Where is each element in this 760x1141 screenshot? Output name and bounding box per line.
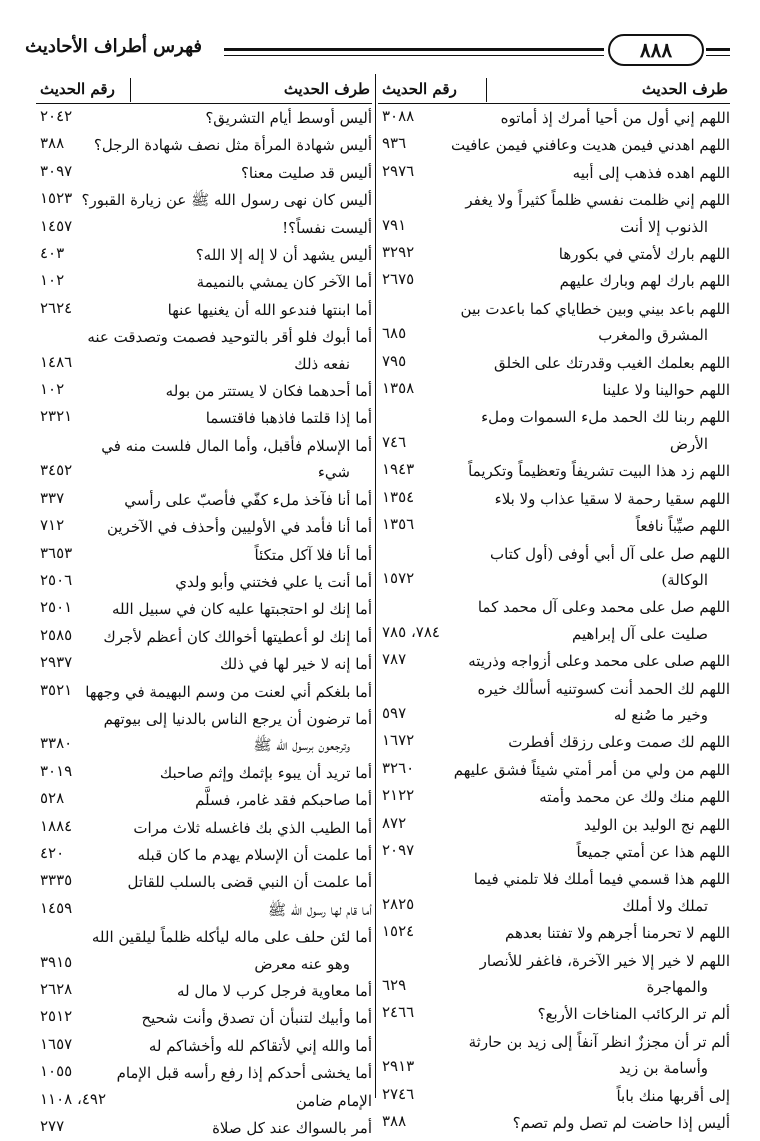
hadith-text-continuation: وأسامة بن زيد xyxy=(618,1059,708,1078)
hadith-text: اللهم صيِّباً نافعاً xyxy=(635,517,730,536)
column-header-text: طرف الحديث xyxy=(641,80,728,98)
hadith-number: ١٥٢٤ xyxy=(382,922,415,941)
hadith-text-continuation: وخير ما صُنع له xyxy=(613,705,708,724)
hadith-number: ٣٢٩٢ xyxy=(382,243,415,262)
hadith-text: أليست نفساً؟! xyxy=(282,218,372,237)
hadith-text: اللهم صل على محمد وعلى آل محمد كما xyxy=(477,598,730,617)
hadith-entry xyxy=(36,896,372,923)
hadith-entry xyxy=(378,267,730,294)
hadith-entry xyxy=(36,404,372,431)
hadith-entry xyxy=(378,159,730,186)
hadith-number: ٢٩٣٧ xyxy=(40,653,73,672)
hadith-text: اللهم زد هذا البيت تشريفاً وتعظيماً وتكريماً xyxy=(468,462,730,481)
hadith-text: اللهم هذا عن أمتي جميعاً xyxy=(576,842,730,861)
hadith-number: ٢٦٢٨ xyxy=(40,980,73,998)
hadith-entry xyxy=(378,1028,730,1082)
hadith-number: ٣٥٢١ xyxy=(40,680,73,699)
hadith-entry xyxy=(36,678,372,705)
hadith-number: ٧٤٦ xyxy=(382,432,407,451)
hadith-entry xyxy=(378,1082,730,1109)
hadith-entry xyxy=(36,868,372,895)
hadith-entry xyxy=(378,783,730,810)
hadith-number: ٧٨٤، ٧٨٥ xyxy=(382,622,440,641)
hadith-text-continuation: وترجعون برسول الله ﷺ xyxy=(253,736,350,755)
hadith-number: ١٥٧٢ xyxy=(382,568,415,587)
hadith-number: ١٠٢ xyxy=(40,271,65,290)
hadith-number: ٢٩٧٦ xyxy=(382,161,415,180)
hadith-text: أما علمت أن النبي قضى بالسلب للقاتل xyxy=(127,873,372,892)
hadith-entry xyxy=(378,947,730,1001)
hadith-text: أليس كان نهى رسول الله ﷺ عن زيارة القبور؟ xyxy=(81,191,372,210)
hadith-entry xyxy=(378,512,730,539)
hadith-number: ٢٦٢٤ xyxy=(40,298,73,317)
hadith-entry xyxy=(36,513,372,540)
hadith-entry xyxy=(36,104,372,131)
hadith-text-continuation: والمهاجرة xyxy=(646,978,708,996)
hadith-entry xyxy=(378,647,730,674)
hadith-text: أما إنك لو أعطيتها أخوالك كان أعظم لأجرك xyxy=(103,627,372,646)
hadith-number: ٣٤٥٢ xyxy=(40,461,73,480)
hadith-text-continuation: صليت على آل إبراهيم xyxy=(572,624,708,643)
hadith-text: اللهم اهده فذهب إلى أبيه xyxy=(572,163,730,182)
hadith-number: ٣٦٥٣ xyxy=(40,543,73,562)
hadith-number: ٢٠٩٧ xyxy=(382,840,415,859)
hadith-text: أما الإسلام فأقبل، وأما المال فلست منه في xyxy=(101,436,372,455)
hadith-number: ٢٥١٢ xyxy=(40,1007,73,1026)
hadith-entry xyxy=(36,432,372,486)
hadith-entry xyxy=(378,540,730,594)
hadith-text: اللهم إني ظلمت نفسي ظلماً كثيراً ولا يغفر xyxy=(465,191,730,210)
hadith-number: ٧١٢ xyxy=(40,516,65,535)
hadith-text-continuation: الوكالة) xyxy=(661,570,708,589)
hadith-number: ١٦٥٧ xyxy=(40,1034,73,1053)
header-separator xyxy=(486,78,487,102)
hadith-number: ٤٠٣ xyxy=(40,244,65,263)
hadith-number: ٢٧٧ xyxy=(40,1117,65,1136)
hadith-number: ٢٥٠٦ xyxy=(40,570,73,589)
hadith-number: ١٦٧٢ xyxy=(382,731,415,750)
hadith-entry xyxy=(36,1087,372,1114)
hadith-number: ٢٨٢٥ xyxy=(382,894,415,913)
hadith-entry xyxy=(378,865,730,919)
hadith-entry xyxy=(36,323,372,377)
hadith-text: اللهم من ولي من أمر أمتي شيئاً فشق عليهم xyxy=(453,760,730,779)
hadith-number: ٣٣٧ xyxy=(40,488,65,507)
hadith-text: اللهم لك الحمد أنت كسوتنيه أسألك خيره xyxy=(477,679,730,698)
hadith-entry xyxy=(36,296,372,323)
hadith-entry xyxy=(36,977,372,1004)
hadith-text: أما إنه لا خير لها في ذلك xyxy=(219,655,372,674)
entry-list xyxy=(378,104,730,1136)
hadith-text: أليس إذا حاضت لم تصل ولم تصم؟ xyxy=(512,1114,730,1133)
hadith-text: اللهم حوالينا ولا علينا xyxy=(602,381,730,400)
header-separator xyxy=(130,78,131,102)
hadith-text: إلى أقربها منك باباً xyxy=(616,1086,730,1105)
hadith-text: اللهم نج الوليد بن الوليد xyxy=(583,815,730,834)
hadith-text: أما علمت أن الإسلام يهدم ما كان قبله xyxy=(137,845,372,864)
hadith-number: ١٨٨٤ xyxy=(40,816,73,835)
hadith-number: ١٣٥٤ xyxy=(382,487,415,506)
hadith-number: ٢٧٤٦ xyxy=(382,1084,415,1103)
hadith-text: أليس أوسط أيام التشريق؟ xyxy=(205,109,372,127)
hadith-entry xyxy=(36,214,372,241)
hadith-number: ٣٣٣٥ xyxy=(40,871,73,890)
hadith-text: أما ترضون أن يرجع الناس بالدنيا إلى بيوتهم xyxy=(103,709,372,728)
hadith-entry xyxy=(36,786,372,813)
index-column-right xyxy=(378,76,730,1133)
hadith-number: ٣٢٦٠ xyxy=(382,758,415,777)
hadith-text: اللهم سقيا رحمة لا سقيا عذاب ولا بلاء xyxy=(494,489,730,508)
hadith-text: أما بلغكم أني لعنت من وسم البهيمة في وجهها xyxy=(85,682,372,701)
hadith-text: الإمام ضامن xyxy=(295,1091,372,1110)
hadith-number: ٦٨٥ xyxy=(382,324,407,343)
hadith-entry xyxy=(36,241,372,268)
hadith-number: ٢٤٦٦ xyxy=(382,1003,415,1022)
hadith-entry xyxy=(36,923,372,977)
hadith-text: اللهم منك ولك عن محمد وأمته xyxy=(539,788,730,807)
hadith-entry xyxy=(36,705,372,759)
hadith-entry xyxy=(378,728,730,755)
hadith-text: أما صاحبكم فقد غامر، فسلَّم xyxy=(195,791,372,810)
column-header xyxy=(378,76,730,104)
hadith-number: ٧٨٧ xyxy=(382,650,407,669)
header-rule xyxy=(224,48,604,51)
hadith-text: أما إذا قلتما فاذهبا فاقتسما xyxy=(205,409,372,428)
hadith-text: أمر بالسواك عند كل صلاة xyxy=(212,1119,372,1138)
hadith-number: ١٥٢٣ xyxy=(40,189,73,208)
hadith-number: ٢٩١٣ xyxy=(382,1057,415,1076)
hadith-number: ٢٣٢١ xyxy=(40,407,73,426)
hadith-entry xyxy=(378,186,730,240)
hadith-text: ألم تر الركائب المناخات الأربع؟ xyxy=(537,1005,730,1024)
hadith-entry xyxy=(378,811,730,838)
hadith-text: أما أنا فأمد في الأوليين وأحذف في الآخرين xyxy=(106,518,372,537)
hadith-text: أما قام لها رسول الله ﷺ xyxy=(268,900,372,919)
hadith-entry xyxy=(36,623,372,650)
hadith-entry xyxy=(378,240,730,267)
column-header-number: رقم الحديث xyxy=(382,80,457,98)
hadith-entry xyxy=(378,919,730,946)
hadith-entry xyxy=(378,593,730,647)
hadith-text: أما وأبيك لتنبأن أن تصدق وأنت شحيح xyxy=(141,1009,372,1028)
hadith-text: أما إنك لو احتجبتها عليه كان في سبيل الله xyxy=(111,600,372,619)
hadith-text: أما أنا فلا آكل متكئاً xyxy=(254,545,372,564)
hadith-text: أما لئن حلف على ماله ليأكله ظلماً ليلقين الله xyxy=(91,928,372,947)
page-number-badge: ٨٨٨ xyxy=(608,34,704,66)
hadith-entry xyxy=(36,1114,372,1141)
hadith-number: ٢٥٠١ xyxy=(40,598,73,617)
hadith-text: أما معاوية فرجل كرب لا مال له xyxy=(177,982,372,1000)
hadith-entry xyxy=(378,403,730,457)
hadith-entry xyxy=(36,1059,372,1086)
hadith-text: اللهم اهدني فيمن هديت وعافني فيمن عافيت xyxy=(450,136,730,155)
hadith-number: ١٤٥٧ xyxy=(40,216,73,235)
header-rule-short-thin xyxy=(706,55,730,56)
hadith-text: ألم تر أن مجززٌ انظر آنفاً إلى زيد بن حارثة xyxy=(468,1032,730,1051)
hadith-number: ٨٧٢ xyxy=(382,813,407,832)
hadith-entry xyxy=(36,1004,372,1031)
hadith-number: ١٩٤٣ xyxy=(382,460,415,479)
hadith-entry xyxy=(36,541,372,568)
hadith-entry xyxy=(378,485,730,512)
hadith-entry xyxy=(378,295,730,349)
hadith-entry xyxy=(36,650,372,677)
hadith-entry xyxy=(36,595,372,622)
hadith-number: ١٠٥٥ xyxy=(40,1062,73,1081)
hadith-number: ٣٩١٥ xyxy=(40,952,73,971)
hadith-entry xyxy=(378,675,730,729)
hadith-number: ٢٠٤٢ xyxy=(40,107,73,125)
hadith-text-continuation: الأرض xyxy=(669,434,708,453)
hadith-text: أليس قد صليت معنا؟ xyxy=(240,163,372,182)
column-divider xyxy=(375,74,376,1098)
hadith-number: ٢٦٧٥ xyxy=(382,270,415,289)
hadith-number: ٣٣٨٠ xyxy=(40,734,73,753)
hadith-entry xyxy=(378,1000,730,1027)
hadith-number: ٥٩٧ xyxy=(382,703,407,722)
column-header xyxy=(36,76,372,104)
running-title: فهرس أطراف الأحاديث xyxy=(25,36,202,57)
hadith-text-continuation: نفعه ذلك xyxy=(294,354,350,373)
column-header-number: رقم الحديث xyxy=(40,80,115,98)
hadith-text: اللهم بارك لأمتي في بكورها xyxy=(558,245,730,264)
hadith-number: ٥٢٨ xyxy=(40,789,65,808)
hadith-text: أليس يشهد أن لا إله إلا الله؟ xyxy=(195,246,372,265)
hadith-number: ١٠٢ xyxy=(40,380,65,399)
hadith-entry xyxy=(36,759,372,786)
hadith-text: اللهم لا تحرمنا أجرهم ولا تفتنا بعدهم xyxy=(505,924,730,943)
hadith-text-continuation: شيء xyxy=(317,463,350,482)
hadith-entry xyxy=(36,268,372,295)
index-column-left xyxy=(36,76,372,1138)
hadith-entry xyxy=(36,131,372,158)
page-header xyxy=(0,26,760,76)
hadith-text: أما أنت يا علي فختني وأبو ولدي xyxy=(175,572,372,591)
hadith-number: ٣٠٩٧ xyxy=(40,161,73,180)
hadith-text: اللهم صلى على محمد وعلى أزواجه وذريته xyxy=(468,652,730,671)
hadith-text: اللهم بعلمك الغيب وقدرتك على الخلق xyxy=(493,353,730,372)
hadith-number: ١٤٨٦ xyxy=(40,352,73,371)
hadith-text-continuation: وهو عنه معرض xyxy=(254,954,350,973)
column-header-text: طرف الحديث xyxy=(283,80,370,98)
hadith-entry xyxy=(378,756,730,783)
hadith-text: اللهم هذا قسمي فيما أملك فلا تلمني فيما xyxy=(473,870,730,889)
hadith-entry xyxy=(36,186,372,213)
header-rule-short xyxy=(706,48,730,51)
hadith-entry xyxy=(36,377,372,404)
hadith-text: أما يخشى أحدكم إذا رفع رأسه قبل الإمام xyxy=(116,1064,372,1083)
hadith-number: ٣٨٨ xyxy=(40,134,65,153)
hadith-entry xyxy=(36,159,372,186)
hadith-text: اللهم صل على آل أبي أوفى (أول كتاب xyxy=(489,544,730,563)
hadith-entry xyxy=(36,568,372,595)
hadith-entry xyxy=(378,376,730,403)
hadith-number: ٢١٢٢ xyxy=(382,786,415,805)
hadith-text: أما ابنتها فندعو الله أن يغنيها عنها xyxy=(167,300,372,319)
hadith-text-continuation: الذنوب إلا أنت xyxy=(620,217,708,236)
hadith-number: ٩٣٦ xyxy=(382,134,407,153)
hadith-text: أما تريد أن يبوء بإثمك وإثم صاحبك xyxy=(159,763,372,782)
hadith-entry xyxy=(36,1032,372,1059)
hadith-number: ٣٨٨ xyxy=(382,1112,407,1131)
hadith-number: ٣٠١٩ xyxy=(40,761,73,780)
hadith-text: اللهم إني أول من أحيا أمرك إذ أماتوه xyxy=(500,109,730,127)
hadith-number: ٦٢٩ xyxy=(382,976,407,994)
hadith-text: أما أبوك فلو أقر بالتوحيد فصمت وتصدقت عنه xyxy=(87,328,372,347)
hadith-entry xyxy=(36,841,372,868)
hadith-text: أما الآخر كان يمشي بالنميمة xyxy=(196,273,372,292)
hadith-number: ١٤٥٩ xyxy=(40,898,73,917)
hadith-number: ٧٩٥ xyxy=(382,351,407,370)
hadith-number: ٣٠٨٨ xyxy=(382,107,415,125)
hadith-text-continuation: المشرق والمغرب xyxy=(598,326,708,345)
hadith-number: ٤٩٢، ١١٠٨ xyxy=(40,1089,107,1108)
hadith-entry xyxy=(378,457,730,484)
hadith-text: أما الطيب الذي بك فاغسله ثلاث مرات xyxy=(133,818,372,837)
hadith-text: أما أحدهما فكان لا يستتر من بوله xyxy=(165,382,372,401)
hadith-text: أليس شهادة المرأة مثل نصف شهادة الرجل؟ xyxy=(93,136,372,155)
hadith-text: اللهم بارك لهم وبارك عليهم xyxy=(559,272,730,291)
hadith-number: ١٣٥٨ xyxy=(382,379,415,398)
hadith-entry xyxy=(36,814,372,841)
header-rule-thin xyxy=(224,55,604,56)
hadith-number: ١٣٥٦ xyxy=(382,515,415,534)
hadith-text: أما أنا فآخذ ملء كفّي فأصبّ على رأسي xyxy=(124,490,372,509)
entry-list xyxy=(36,104,372,1141)
hadith-text: أما والله إني لأتقاكم لله وأخشاكم له xyxy=(148,1036,372,1055)
hadith-number: ٧٩١ xyxy=(382,215,407,234)
hadith-text: اللهم ربنا لك الحمد ملء السموات وملء xyxy=(481,408,730,427)
hadith-text: اللهم باعد بيني وبين خطاياي كما باعدت بين xyxy=(460,299,730,318)
hadith-number: ٤٢٠ xyxy=(40,843,65,862)
hadith-entry xyxy=(378,838,730,865)
hadith-text: اللهم لك صمت وعلى رزقك أفطرت xyxy=(508,733,730,752)
hadith-text-continuation: تملك ولا أملك xyxy=(622,896,708,915)
hadith-entry xyxy=(378,104,730,131)
hadith-entry xyxy=(378,131,730,158)
hadith-entry xyxy=(36,486,372,513)
hadith-text: اللهم لا خير إلا خير الآخرة، فاغفر للأنصار xyxy=(479,951,730,970)
hadith-entry xyxy=(378,1109,730,1136)
hadith-entry xyxy=(378,349,730,376)
hadith-number: ٢٥٨٥ xyxy=(40,625,73,644)
